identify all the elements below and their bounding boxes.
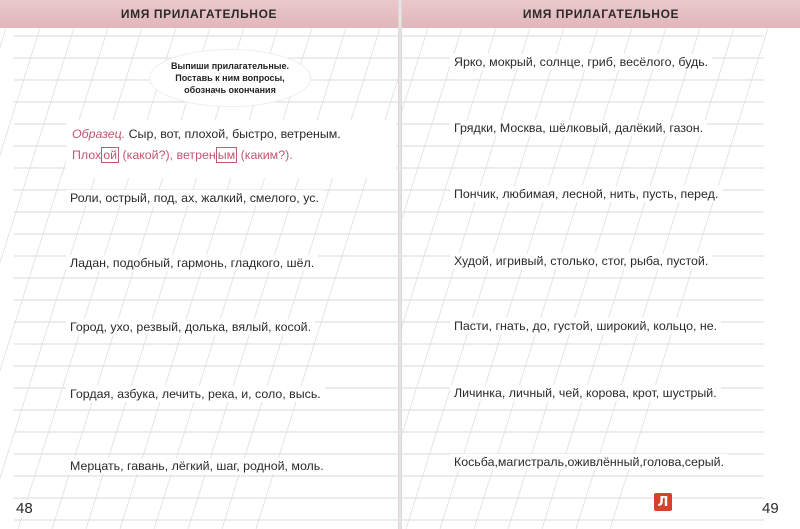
publisher-logo-icon: Л [654, 493, 672, 511]
sample-label: Образец. [72, 127, 126, 141]
right-header-bar [402, 0, 800, 28]
sample-word2-stem: ветрен [176, 148, 216, 162]
sample-word2-question: (каким?). [240, 148, 293, 162]
sample-word1-ending: ой [103, 148, 118, 162]
slant-line [0, 28, 6, 529]
right-exercise-line-2: Грядки, Москва, шёлковый, далёкий, газон. [450, 120, 707, 136]
right-exercise-line-7: Косьба,магистраль,оживлённый,голова,серый. [450, 454, 728, 470]
page-number-right: 49 [762, 500, 779, 517]
sample-text: Сыр, вот, плохой, быстро, ветреным. [128, 127, 341, 141]
left-header-title: ИМЯ ПРИЛАГАТЕЛЬНОЕ [120, 7, 278, 21]
left-exercise-line-2: Ладан, подобный, гармонь, гладкого, шёл. [66, 255, 318, 271]
left-exercise-line-1: Роли, острый, под, ах, жалкий, смелого, ус. [66, 190, 323, 206]
sample-word2-ending: ым [217, 148, 236, 162]
instruction-line-3: обозначь окончания [184, 85, 276, 95]
sample-word1-question: (какой?), [122, 148, 174, 162]
sample-block [66, 120, 396, 178]
right-exercise-line-1: Ярко, мокрый, солнце, гриб, весёлого, будь. [450, 54, 712, 70]
left-exercise-line-5: Мерцать, гавань, лёгкий, шаг, родной, моль. [66, 458, 328, 474]
page-number-left: 48 [16, 500, 33, 517]
right-page [402, 0, 800, 529]
right-exercise-line-4: Худой, игривый, столько, стог, рыба, пустой. [450, 253, 712, 269]
instruction-cloud [150, 50, 310, 106]
instruction-line-1: Выпиши прилагательные. [171, 61, 289, 71]
sample-task-line [72, 127, 341, 141]
left-exercise-line-4: Гордая, азбука, лечить, река, и, соло, высь. [66, 386, 325, 402]
right-exercise-line-6: Личинка, личный, чей, корова, крот, шустрый. [450, 385, 721, 401]
sample-word1-stem: Плох [72, 148, 102, 162]
sample-answer-line [72, 148, 293, 162]
right-exercise-line-5: Пасти, гнать, до, густой, широкий, кольцо, не. [450, 318, 721, 334]
left-page [0, 0, 398, 529]
instruction-line-2: Поставь к ним вопросы, [175, 73, 285, 83]
left-header-bar [0, 0, 398, 28]
right-header-title: ИМЯ ПРИЛАГАТЕЛЬНОЕ [522, 7, 680, 21]
left-exercise-line-3: Город, ухо, резвый, долька, вялый, косой. [66, 319, 315, 335]
right-exercise-line-3: Пончик, любимая, лесной, нить, пусть, перед. [450, 186, 722, 202]
